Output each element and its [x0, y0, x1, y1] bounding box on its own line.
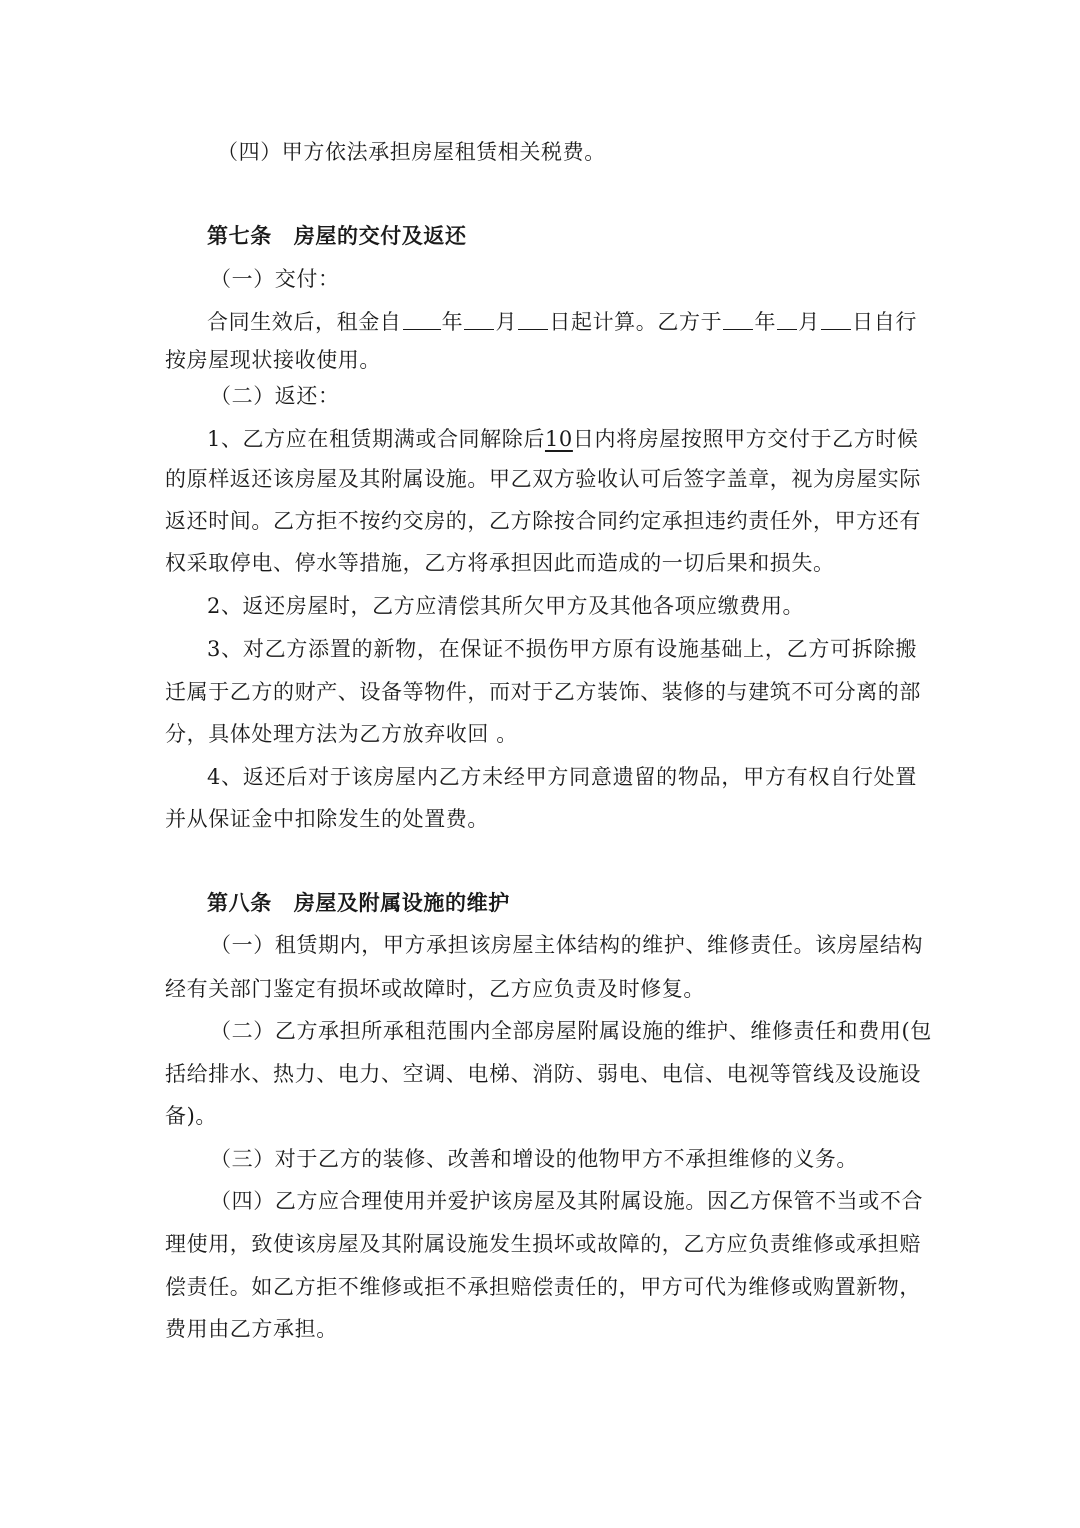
return1-days: 10 — [544, 427, 573, 451]
art8-item2-line1-text: （ 二 ） 乙 方 承 担 所 承 租 范 围 内 全 部 房 屋 附 属 设 施 的 维 护 、 维 修 责 任 和 费 用 ( 包 — [210, 1019, 932, 1043]
art6-item4-text: （四）甲方依法承担房屋租赁相关税费。 — [217, 140, 606, 164]
art7-heading — [207, 221, 467, 251]
return1-text-b: 日内将房屋按照甲方交付于乙方时候 — [572, 427, 919, 451]
blank-month2 — [777, 307, 797, 330]
art8-item3-text: （三）对于乙方的装修、改善和增设的他物甲方不承担维修的义务。 — [210, 1147, 858, 1171]
return1-line2 — [165, 464, 921, 494]
art8-heading — [207, 888, 510, 918]
return1-line4-text: 权采取停电、停水等措施，乙方将承担因此而造成的一切后果和损失。 — [165, 551, 835, 575]
blank-month — [464, 307, 494, 330]
return2 — [207, 591, 804, 621]
art8-heading-title: 房屋及附属设施的维护 — [293, 890, 510, 915]
return4-line1 — [207, 762, 917, 792]
return3-line2-text: 迁属于乙方的财产、设备等物件，而对于乙方装饰、装修的与建筑不可分离的部 — [165, 680, 921, 704]
art8-item4-line2 — [165, 1229, 921, 1259]
delivery-text-a: 合同生效后，租金自 — [207, 310, 402, 334]
art8-item4-line3 — [165, 1272, 921, 1302]
art8-item4-line4 — [165, 1314, 338, 1344]
return1-line2-text: 的原样返还该房屋及其附属设施。甲乙双方验收认可后签字盖章，视为房屋实际 — [165, 467, 921, 491]
delivery-month2: 月 — [798, 310, 820, 334]
art6-item4 — [217, 137, 606, 167]
art7-delivery-line2 — [165, 345, 917, 375]
art7-item1-label — [210, 264, 340, 294]
art8-item4-line3-text: 偿责任。如乙方拒不维修或拒不承担赔偿责任的，甲方可代为维修或购置新物， — [165, 1275, 921, 1299]
art7-item2-label — [210, 381, 340, 411]
return1-line1 — [207, 424, 917, 454]
art8-item4-line1-text: （ 四 ） 乙 方 应 合 理 使 用 并 爱 护 该 房 屋 及 其 附 属 设 施 。 因 乙 方 保 管 不 当 或 不 合 — [210, 1189, 924, 1213]
art7-item2-label-text: （二）返还： — [210, 384, 340, 408]
delivery-line2-text: 按房屋现状接收使用。 — [165, 348, 381, 372]
return3-line2 — [165, 677, 921, 707]
delivery-month: 月 — [495, 310, 518, 334]
return2-text: 2、返还房屋时，乙方应清偿其所欠甲方及其他各项应缴费用。 — [207, 594, 805, 618]
art8-item2-line3-text: 备)。 — [165, 1104, 217, 1128]
art8-item3 — [210, 1144, 858, 1174]
art8-item1-line2 — [165, 974, 917, 1004]
art7-delivery-line1 — [207, 307, 917, 337]
art8-heading-num: 第八条 — [207, 890, 272, 915]
return3-line3 — [165, 719, 917, 749]
art8-item2-line2-text: 括给排水、热力、电力、空调、电梯、消防、弱电、电信、电视等管线及设施设 — [165, 1062, 921, 1086]
return1-text-a: 1、乙方应在租赁期满或合同解除后 — [207, 427, 545, 451]
art8-item4-line4-text: 费用由乙方承担。 — [165, 1317, 338, 1341]
return4-line2-text: 并从保证金中扣除发生的处置费。 — [165, 807, 489, 831]
return1-line3-text: 返还时间。乙方拒不按约交房的，乙方除按合同约定承担违约责任外，甲方还有 — [165, 509, 921, 533]
delivery-day-from: 日起计算。乙方于 — [549, 310, 723, 334]
blank-year — [403, 307, 441, 330]
return4-line2 — [165, 804, 917, 834]
art8-item1-line1 — [210, 930, 924, 960]
art8-item1-line2-text: 经有关部门鉴定有损坏或故障时，乙方应负责及时修复。 — [165, 977, 705, 1001]
delivery-day-self: 日自行 — [852, 310, 917, 334]
art8-item2-line1 — [210, 1016, 932, 1046]
return4-line1-text: 4 、 返 还 后 对 于 该 房 屋 内 乙 方 未 经 甲 方 同 意 遗 留 的 物 品 ， 甲 方 有 权 自 行 处 置 — [207, 765, 917, 789]
return3-line1-text: 3 、 对 乙 方 添 置 的 新 物 ， 在 保 证 不 损 伤 甲 方 原 有 设 施 基 础 上 ， 乙 方 可 拆 除 搬 — [207, 637, 917, 661]
return3-line1 — [207, 634, 917, 664]
art8-item2-line2 — [165, 1059, 921, 1089]
delivery-year2: 年 — [754, 310, 777, 334]
delivery-year: 年 — [441, 310, 464, 334]
return3-line3-text: 分，具体处理方法为乙方放弃收回 。 — [165, 722, 518, 746]
art8-item1-line1-text: （ 一 ） 租 赁 期 内 ， 甲 方 承 担 该 房 屋 主 体 结 构 的 维 护 、 维 修 责 任 。 该 房 屋 结 构 — [210, 933, 924, 957]
art7-heading-title: 房屋的交付及返还 — [293, 223, 467, 248]
blank-year2 — [723, 307, 753, 330]
art7-heading-num: 第七条 — [207, 223, 272, 248]
return1-line3 — [165, 506, 921, 536]
blank-day — [518, 307, 548, 330]
art8-item2-line3 — [165, 1101, 217, 1131]
art8-item4-line1 — [210, 1186, 924, 1216]
return1-line4 — [165, 548, 917, 578]
blank-day2 — [821, 307, 851, 330]
art7-item1-label-text: （一）交付： — [210, 267, 340, 291]
art8-item4-line2-text: 理使用，致使该房屋及其附属设施发生损坏或故障的，乙方应负责维修或承担赔 — [165, 1232, 921, 1256]
